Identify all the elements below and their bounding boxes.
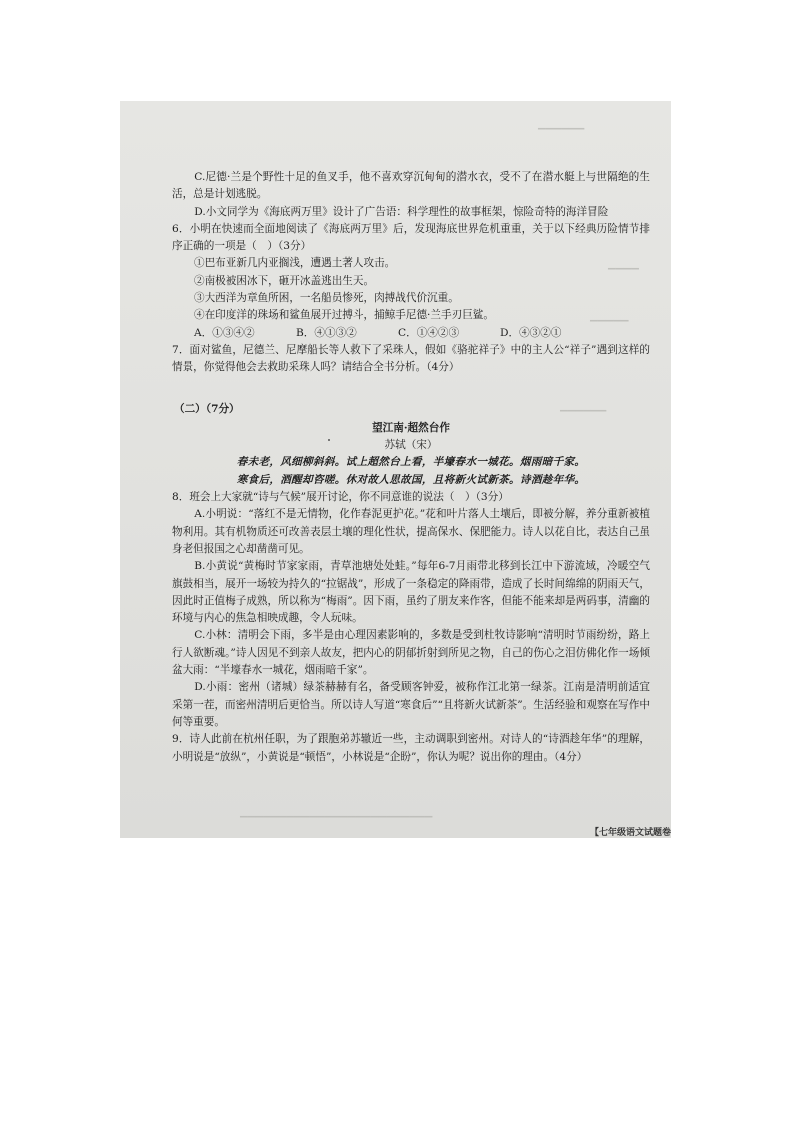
- q6-item-4: ④在印度洋的珠场和鲨鱼展开过搏斗，捕鲸手尼德·兰手刃巨鲨。: [194, 309, 494, 322]
- q8-option-b: B.小黄说“黄梅时节家家雨，青草池塘处处蛙。”每年6-7月雨带北移到长江中下游流域，冷暖空气旗鼓相当，展开一场较为持久的“拉锯战”，形成了一条稳定的降雨带，造成了长时间绵绵的阴雨天气，因此时正值梅子成熟，所以称为“梅雨”。因下雨，虽约了朋友来作客，但能不能来却是两码事，清幽的环境与内心的焦急相映成趣，令人玩味。: [172, 560, 650, 625]
- q6-option-d: D．④③②①: [500, 326, 562, 339]
- bleed-through-text: ▁▁▁▁▁▁: [560, 401, 607, 412]
- q8-option-d: D.小雨：密州（诸城）绿茶赫赫有名，备受顾客钟爱，被称作江北第一绿茶。江南是清明前适宜采第一茬，而密州清明后更恰当。所以诗人写道“寒食后”“且将新火试新茶”。生活经验和观察在写作中何等重要。: [172, 681, 650, 728]
- poem-line: 寒食后，酒醒却咨嗟。休对故人思故国，且将新火试新茶。诗酒趁年华。: [236, 473, 586, 486]
- bleed-through-text: ▁▁▁▁: [608, 259, 639, 270]
- question-7: 7．面对鲨鱼，尼德兰、尼摩船长等人救下了采珠人，假如《骆驼祥子》中的主人公“祥子”遇到这样的情景，你觉得他会去救助采珠人吗？请结合全书分析。（4分）: [172, 343, 650, 374]
- bleed-through-text: ▁▁▁▁▁▁: [538, 119, 585, 130]
- q6-option-c: C．①④②③: [398, 326, 460, 339]
- q6-answer-options: [172, 325, 650, 342]
- q5-option-d: D.小文同学为《海底两万里》设计了广告语：科学理性的故事框架，惊险奇特的海洋冒险: [194, 205, 609, 218]
- poem-author: 苏轼（宋）: [384, 439, 438, 452]
- bleed-through-text: ▁▁▁▁▁: [590, 311, 629, 322]
- question-8-stem: 8．班会上大家就“诗与气候”展开讨论，你不同意谁的说法（ ）（3分）: [172, 491, 509, 504]
- q6-item-2: ②南极被困冰下，砸开冰盖逃出生天。: [194, 274, 375, 287]
- exam-text: [172, 169, 650, 766]
- q6-item-1: ①巴布亚新几内亚搁浅，遭遇土著人攻击。: [194, 257, 396, 270]
- scanned-exam-photo: [120, 101, 671, 838]
- speck-mark: [328, 439, 330, 441]
- q6-option-b: B．④①③②: [296, 326, 357, 339]
- q5-option-c: C.尼德·兰是个野性十足的鱼叉手，他不喜欢穿沉甸甸的潜水衣，受不了在潜水艇上与世隔绝的生活，总是计划逃脱。: [172, 171, 650, 201]
- poem-title: 望江南·超然台作: [372, 421, 450, 434]
- poem-line: 春未老，风细柳斜斜。试上超然台上看，半壕春水一城花。烟雨暗千家。: [236, 456, 586, 469]
- question-9: 9．诗人此前在杭州任职，为了跟胞弟苏辙近一些，主动调职到密州。对诗人的“诗酒趁年华”的理解，小明说是“放纵”，小黄说是“顿悟”，小林说是“企盼”，你认为呢？说出你的理由。（4分）: [172, 733, 650, 763]
- q6-item-3: ③大西洋为章鱼所困，一名船员惨死，肉搏战代价沉重。: [194, 292, 459, 305]
- question-6-stem: 6．小明在快速而全面地阅读了《海底两万里》后，发现海底世界危机重重，关于以下经典历险情节排序正确的一项是（ ）（3分）: [172, 222, 650, 253]
- q8-option-c: C.小林：清明会下雨，多半是由心理因素影响的，多数是受到杜牧诗影响“清明时节雨纷纷，路上行人欲断魂。”诗人因见不到亲人故友，把内心的阴郁折射到所见之物，自己的伤心之泪仿佛化作一场倾盆大雨：“半壕春水一城花，烟雨暗千家”。: [172, 629, 650, 677]
- q6-option-a: A．①③④②: [194, 326, 255, 339]
- q8-option-a: A.小明说：“落红不是无情物，化作春泥更护花。”花和叶片落人土壤后，即被分解，养分重新被植物利用。其有机物质还可改善表层土壤的理化性状，提高保水、保肥能力。诗人以花自比，表达自己虽身老但报国之心却凿凿可见。: [172, 508, 650, 555]
- section-2-heading: （二）（7分）: [174, 402, 240, 415]
- page-footer-label: 【七年级语文试题卷: [589, 828, 671, 838]
- bleed-through-text: ▁▁▁▁▁▁▁▁▁▁▁▁▁▁▁▁▁▁▁▁▁▁▁▁▁: [240, 807, 433, 818]
